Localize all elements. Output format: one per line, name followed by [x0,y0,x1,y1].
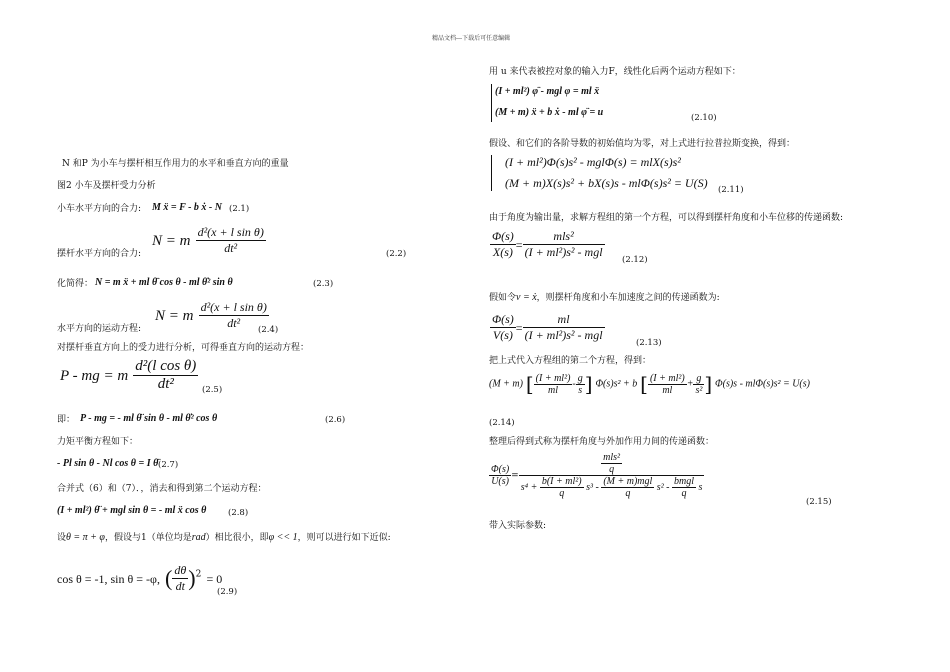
fraction [196,225,266,256]
simplify-label: 化简得： [57,279,94,289]
equals-sign: = [515,321,523,335]
exponent: 2 [195,569,202,580]
equation-part: (M + m) [489,378,523,390]
equation-part: Φ(s)s² + b [595,378,638,390]
fraction [540,476,584,499]
denominator: U(s) [489,475,511,487]
numerator: (I + ml²) [649,372,685,384]
equals-sign: = [515,238,523,252]
numerator [519,452,705,475]
equation-2-15 [489,452,704,499]
horizontal-force-label: 小车水平方向的合力: [57,204,142,214]
numerator: dθ [174,563,187,577]
numerator: b(I + ml²) [541,476,582,487]
approximation-text [57,532,391,544]
equation-2-11-line2: (M + m)X(s)s² + bX(s)s - mlΦ(s)s² = U(S) [505,176,708,190]
denominator: s² [695,384,703,396]
fraction [534,372,576,396]
text-segment: 设 [57,533,67,543]
denominator: q [601,487,654,499]
denominator: (I + ml²)s² - mgl [524,245,603,259]
denominator [519,475,705,499]
vertical-analysis-text: 对摆杆垂直方向上的受力进行分析，可得垂直方向的运动方程： [57,343,310,353]
equation-number: (2.4) [258,325,279,335]
equation-2-4 [155,300,269,331]
numerator: Φ(s) [492,312,514,326]
numerator: (M + m)mgl [603,476,653,487]
equation-2-10-line1: (I + ml²) φ̈ - mgl φ = ml ẍ [495,86,600,97]
phi-condition: φ << 1 [268,532,298,543]
equation-2-14 [489,372,810,396]
plus-sign: + [686,378,694,390]
equation-number: (2.15) [806,497,832,507]
equation-part: cos θ = -1, sin θ = -φ, [57,572,160,586]
numerator: Φ(s) [491,464,510,475]
equation-lhs: P - mg = m [60,368,129,384]
right-bracket: ] [704,372,713,396]
left-bracket: [ [525,372,534,396]
numerator: mls² [603,452,621,463]
equation-number: (2.6) [325,415,346,425]
fraction [172,563,188,594]
denominator: ml [534,384,573,396]
output-text: 由于角度为输出量，求解方程组的第一个方程，可以得到摆杆角度和小车位移的传递函数: [489,213,844,223]
np-description: N 和P 为小车与摆杆相互作用力的水平和垂直方向的重量 [62,159,289,169]
text-segment: ）相比很小，即 [205,533,269,543]
left-paren: ( [165,565,173,591]
numerator: ml [557,312,570,326]
numerator: g [696,372,702,384]
left-brace [491,155,492,191]
fraction [523,312,605,343]
equation-lhs: N = m [155,308,194,324]
equation-number: (2.8) [228,508,249,518]
equation-part: = 0 [206,572,223,586]
term: s⁴ + [520,481,538,493]
numerator: d²(x + l sin θ) [197,225,264,239]
equation-number: (2.10) [691,113,717,123]
fraction [133,358,198,393]
equation-number: (2.2) [386,249,407,259]
page-header: 精品文档---下载后可任意编辑 [432,35,511,42]
equation-2-5 [60,358,198,393]
fraction [490,229,516,260]
equals-sign: = [511,471,519,481]
denominator: dt² [133,375,198,393]
tidy-text: 整理后得到式称为摆杆角度与外加作用力间的传递函数： [489,437,715,447]
laplace-text: 假设、和它们的各阶导数的初始值均为零，对上式进行拉普拉斯变换，得到： [489,139,796,149]
equation-number: (2.12) [622,255,648,265]
denominator: dt [172,578,188,594]
equation-2-3: N = m ẍ + ml θ̈ cos θ - ml θ̇² sin θ [95,277,233,288]
numerator: d²(l cos θ) [135,358,197,374]
denominator: q [601,463,622,475]
equation-2-10-line2: (M + m) ẍ + b ẋ - ml φ̈ = u [495,107,604,118]
big-fraction [519,452,705,499]
denominator: (I + ml²)s² - mgl [524,328,603,342]
equation-2-9 [57,563,222,594]
text-segment: 假如令 [489,293,517,303]
text-segment: ，则可以进行如下近似: [297,533,391,543]
equation-part: Φ(s)s - mlΦ(s)s² = U(s) [715,378,810,390]
fraction [672,476,696,499]
equation-2-1: M ẍ = F - b ẋ - N [152,202,222,213]
assume-v-text [489,292,720,304]
text-segment: ，则摆杆角度和小车加速度之间的传递函数为: [536,293,720,303]
equation-lhs: N = m [152,233,191,249]
equation-number: (2.9) [217,587,238,597]
ji-label: 即： [57,415,76,425]
equation-2-7: - Pl sin θ - Nl cos θ = I θ̈ [57,458,159,469]
equation-number: (2.7) [158,460,179,470]
theta-definition: θ = π + φ [66,532,105,543]
equation-2-6: P - mg = - ml θ̈ sin θ - ml θ̇² cos θ [80,413,218,424]
equation-2-12 [490,229,605,260]
fraction [648,373,687,396]
term: s² - [656,481,670,493]
fraction [693,373,704,396]
intro-u-text: 用 u 来代表被控对象的输入力F，线性化后两个运动方程如下： [489,67,741,77]
numerator: (I + ml²) [535,372,571,384]
fraction [523,229,605,260]
denominator: s [576,384,585,396]
equation-number: (2.14) [489,418,515,428]
params-text: 带入实际参数: [489,521,547,531]
denominator: V(s) [490,327,516,343]
figure-caption: 图2 小车及摆杆受力分析 [57,181,156,191]
left-brace [491,84,492,122]
term: s³ - [586,481,599,493]
combine-label: 合并式（6）和（7）．，消去和得到第二个运动方程： [57,484,267,494]
v-definition: v = ẋ [516,292,537,303]
text-segment: ，假设与1（单位均是 [104,533,192,543]
denominator: q [540,487,584,499]
pendulum-horizontal-label: 摆杆水平方向的合力: [57,249,142,259]
equation-number: (2.13) [636,338,662,348]
fraction [601,476,654,499]
fraction [576,373,585,396]
term: s [698,481,703,493]
equation-2-8: (I + ml²) θ̈ + mgl sin θ = - ml ẍ cos θ [57,505,207,516]
numerator: g [577,372,583,384]
left-bracket: [ [640,372,648,396]
torque-label: 力矩平衡方程如下： [57,437,139,447]
equation-number: (2.3) [313,279,334,289]
equation-2-13 [490,312,605,343]
substitute-text: 把上式代入方程组的第二个方程，得到： [489,356,652,366]
numerator: d²(x + l sin θ) [200,300,267,314]
rad-unit: rad [191,532,206,543]
denominator: q [672,487,696,499]
denominator: X(s) [490,244,516,260]
horizontal-motion-label: 水平方向的运动方程: [57,324,142,334]
fraction [489,464,511,487]
denominator: dt² [199,315,269,331]
equation-number: (2.1) [229,204,250,214]
equation-number: (2.11) [718,185,744,195]
equation-number: (2.5) [202,385,223,395]
numerator: mls² [553,229,574,243]
numerator: Φ(s) [492,229,514,243]
right-bracket: ] [584,372,593,396]
fraction [490,312,516,343]
equation-2-11-line1: (I + ml²)Φ(s)s² - mglΦ(s) = mlX(s)s² [505,155,681,169]
numerator: bmgl [674,476,695,487]
fraction [601,452,622,475]
denominator: dt² [196,240,266,256]
minus-sign: - [572,378,576,390]
denominator: ml [648,384,687,396]
equation-2-2 [152,225,266,256]
right-paren: ) [188,565,196,591]
